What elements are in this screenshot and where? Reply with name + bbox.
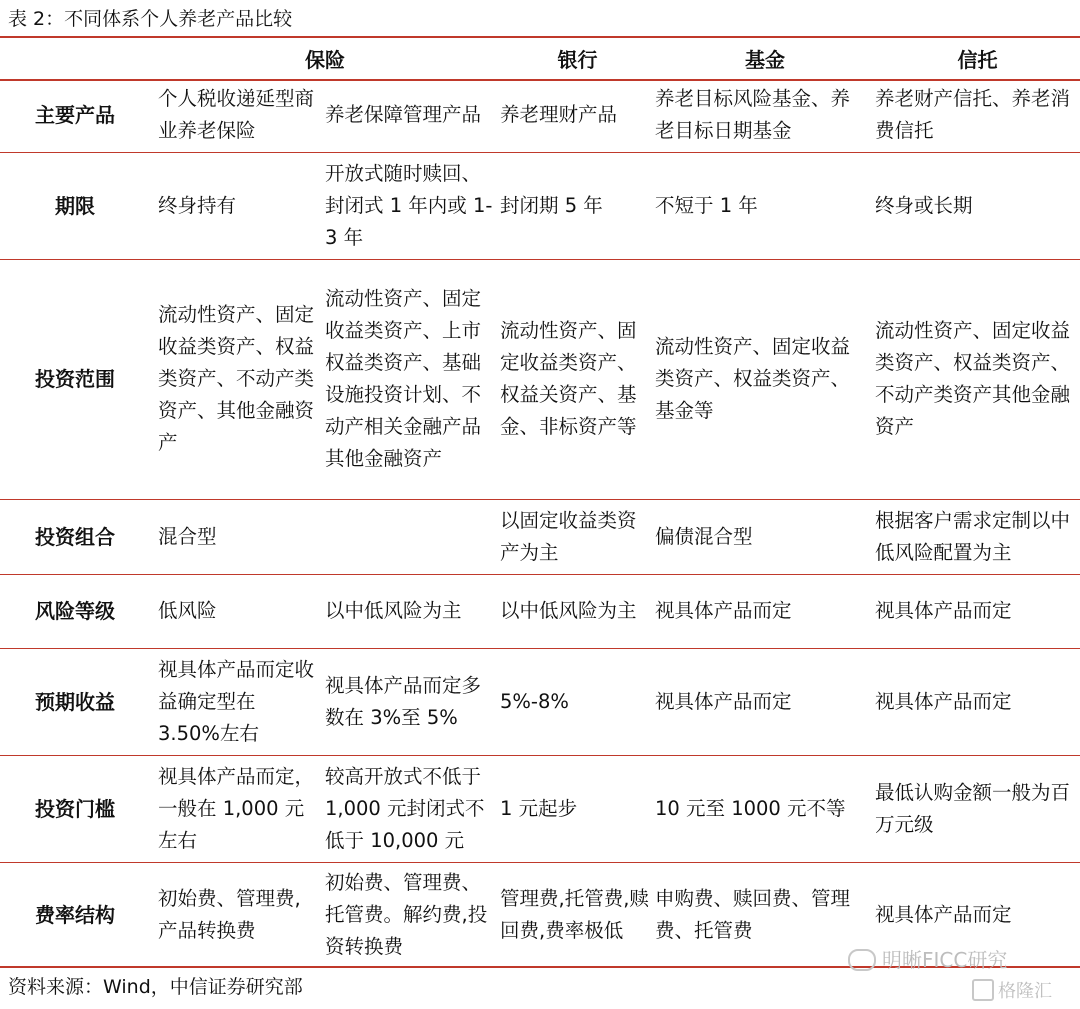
table-cell: 流动性资产、固定收益类资产、权益关资产、基金、非标资产等 (500, 319, 637, 438)
table-cell: 流动性资产、固定收益类资产、权益类资产、不动产类资产、其他金融资产 (158, 303, 315, 454)
table-cell: 偏债混合型 (655, 524, 753, 548)
table-cell: 低风险 (158, 599, 217, 622)
table-cell: 较高开放式不低于 1,000 元封闭式不低于 10,000 元 (325, 764, 485, 852)
col-header-trust: 信托 (957, 48, 998, 72)
table-row (0, 574, 1080, 648)
table-cell: 终身或长期 (875, 193, 973, 217)
wechat-icon (848, 949, 876, 971)
watermark-text: 明晰FICC研究 (882, 948, 1008, 972)
table-cell: 流动性资产、固定收益类资产、权益类资产、基金等 (655, 335, 851, 422)
table-cell: 1 元起步 (500, 796, 578, 820)
table-cell: 以中低风险为主 (500, 599, 637, 622)
row-label: 投资范围 (35, 367, 115, 391)
table-row (0, 79, 1080, 152)
table-caption: 表 2：不同体系个人养老产品比较 (8, 8, 293, 30)
table-cell: 视具体产品而定 (655, 689, 792, 713)
table-cell: 最低认购金额一般为百万元级 (875, 780, 1071, 836)
table-cell: 养老目标风险基金、养老目标日期基金 (655, 87, 851, 143)
row-label: 预期收益 (35, 689, 115, 714)
source-note: 资料来源：Wind，中信证券研究部 (8, 976, 303, 998)
col-header-bank: 银行 (557, 48, 598, 72)
table-cell: 不短于 1 年 (655, 193, 758, 217)
table-row (0, 648, 1080, 755)
col-header-insurance: 保险 (305, 48, 345, 72)
table-cell: 养老财产信托、养老消费信托 (875, 87, 1071, 143)
row-label: 投资组合 (35, 524, 115, 549)
table-cell: 封闭期 5 年 (500, 193, 603, 217)
gelonghui-logo-icon (972, 979, 994, 1001)
table-cell: 以中低风险为主 (325, 599, 462, 622)
table-cell: 5%-8% (500, 689, 569, 713)
table-cell: 个人税收递延型商业养老保险 (158, 87, 315, 143)
table-cell: 视具体产品而定 (875, 903, 1012, 927)
table-cell: 视具体产品而定，一般在 1,000 元左右 (158, 764, 315, 852)
corner-cell (0, 38, 150, 79)
watermark-text: 格隆汇 (998, 981, 1052, 1002)
table-cell: 混合型 (158, 524, 217, 548)
table-row (0, 755, 1080, 862)
row-label: 风险等级 (35, 599, 115, 623)
table-cell: 视具体产品而定收益确定型在 3.50%左右 (158, 657, 315, 745)
table-cell: 养老理财产品 (500, 103, 618, 127)
table-cell: 视具体产品而定多数在 3%至 5% (325, 673, 482, 729)
col-header-fund: 基金 (745, 48, 785, 72)
table-cell: 初始费、管理费,产品转换费 (158, 887, 301, 943)
table-cell: 初始费、管理费、托管费。解约费,投资转换费 (325, 871, 488, 959)
table-row (0, 259, 1080, 499)
row-label: 投资门槛 (35, 796, 115, 821)
table-cell: 流动性资产、固定收益类资产、上市权益类资产、基础设施投资计划、不动产相关金融产品其他金融资产 (325, 287, 482, 470)
table-cell: 终身持有 (158, 193, 237, 217)
table-row (0, 499, 1080, 574)
table-cell: 养老保障管理产品 (325, 103, 482, 127)
table-cell: 视具体产品而定 (875, 689, 1012, 713)
table-cell: 申购费、赎回费、管理费、托管费 (655, 887, 851, 943)
table-cell: 视具体产品而定 (875, 599, 1012, 622)
comparison-table (0, 38, 1080, 968)
table-cell: 管理费,托管费,赎回费,费率极低 (500, 887, 649, 943)
table-cell: 根据客户需求定制以中低风险配置为主 (875, 508, 1071, 564)
watermark-gelonghui (972, 980, 1052, 1004)
table-cell: 10 元至 1000 元不等 (655, 796, 846, 820)
table-cell: 流动性资产、固定收益类资产、权益类资产、不动产类资产其他金融资产 (875, 319, 1071, 438)
row-label: 期限 (55, 193, 95, 218)
table-cell (325, 499, 500, 574)
table-cell: 视具体产品而定 (655, 599, 792, 622)
table-row (0, 152, 1080, 259)
table-cell: 开放式随时赎回、封闭式 1 年内或 1-3 年 (325, 161, 493, 249)
row-label: 费率结构 (35, 903, 115, 928)
row-label: 主要产品 (35, 103, 115, 128)
table-cell: 以固定收益类资产为主 (500, 508, 637, 564)
watermark-wechat (848, 948, 1007, 973)
header-row (0, 38, 1080, 79)
